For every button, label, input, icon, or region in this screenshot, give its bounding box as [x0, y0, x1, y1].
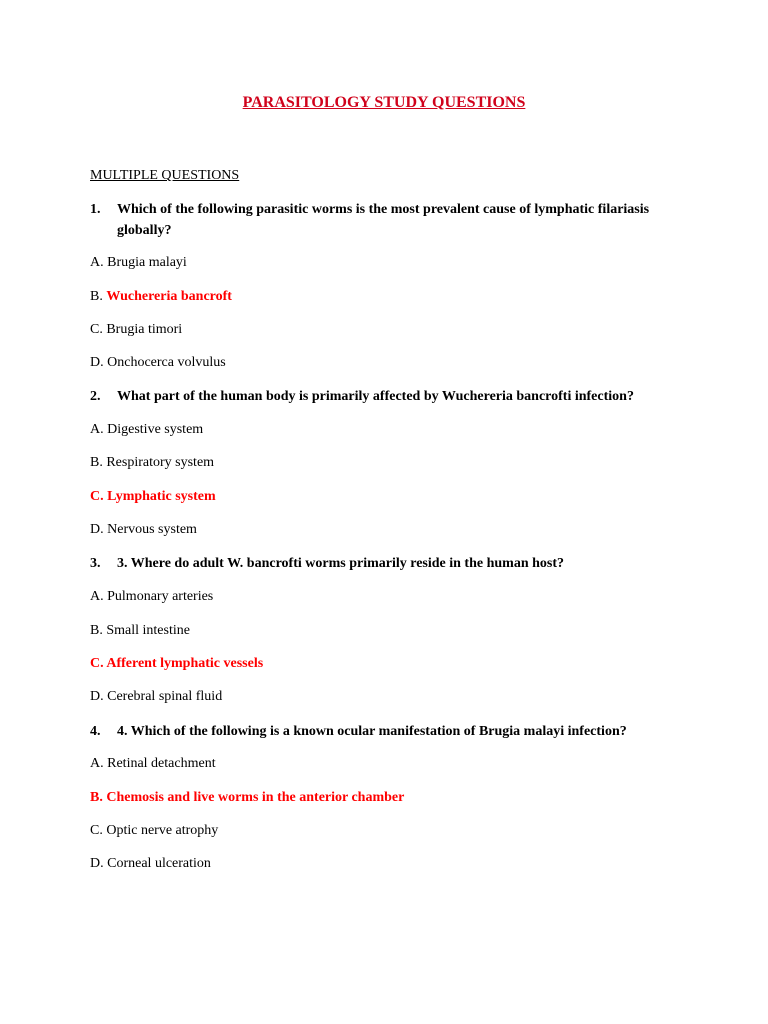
option-4d — [90, 854, 211, 874]
option-letter: A. — [90, 422, 104, 437]
option-text: Pulmonary arteries — [107, 589, 214, 604]
option-4c — [90, 821, 218, 841]
option-text: Small intestine — [106, 623, 190, 638]
question-text: 4. Which of the following is a known ocular manifestation of Brugia malayi infection? — [117, 724, 627, 739]
option-text: Nervous system — [107, 522, 197, 537]
option-text: Respiratory system — [106, 455, 215, 470]
option-2d — [90, 520, 197, 540]
option-1b-correct — [90, 287, 232, 307]
question-number: 3. — [90, 556, 101, 571]
option-letter: D. — [90, 856, 104, 871]
option-1a — [90, 253, 187, 273]
option-letter: D. — [90, 522, 104, 537]
option-3b — [90, 621, 190, 641]
question-number: 4. — [90, 724, 101, 739]
option-text-answer: Lymphatic system — [107, 489, 216, 504]
option-text-answer: Chemosis and live worms in the anterior chamber — [106, 790, 405, 805]
question-text: Which of the following parasitic worms is the most prevalent cause of lymphatic filariasis globally? — [117, 202, 650, 238]
option-letter: C. — [90, 322, 103, 337]
option-2c-correct — [90, 487, 216, 507]
option-text: Retinal detachment — [107, 756, 216, 771]
page-title: PARASITOLOGY STUDY QUESTIONS — [242, 94, 526, 111]
question-number: 2. — [90, 389, 101, 404]
option-1c — [90, 320, 182, 340]
option-letter: B. — [90, 790, 103, 805]
option-letter: D. — [90, 355, 104, 370]
option-text: Corneal ulceration — [107, 856, 211, 871]
option-2a — [90, 420, 203, 440]
option-text-answer: Afferent lymphatic vessels — [106, 656, 264, 671]
option-text: Brugia timori — [106, 322, 183, 337]
option-4a — [90, 754, 216, 774]
option-letter: B. — [90, 455, 103, 470]
question-number: 1. — [90, 202, 101, 217]
option-3c-correct — [90, 654, 263, 674]
option-letter: C. — [90, 823, 103, 838]
option-2b — [90, 453, 214, 473]
option-letter: C. — [90, 489, 104, 504]
option-text: Onchocerca volvulus — [107, 355, 226, 370]
option-letter: B. — [90, 289, 103, 304]
option-1d — [90, 353, 226, 373]
option-letter: B. — [90, 623, 103, 638]
question-text: What part of the human body is primarily affected by Wuchereria bancrofti infection? — [117, 389, 634, 404]
option-text-answer: Wuchereria bancroft — [106, 289, 232, 304]
option-4b-correct — [90, 788, 404, 808]
option-3a — [90, 587, 213, 607]
option-letter: A. — [90, 255, 104, 270]
question-text: 3. Where do adult W. bancrofti worms primarily reside in the human host? — [117, 556, 565, 571]
option-letter: D. — [90, 689, 104, 704]
option-letter: A. — [90, 756, 104, 771]
section-heading: MULTIPLE QUESTIONS — [90, 168, 240, 183]
option-letter: A. — [90, 589, 104, 604]
option-text: Brugia malayi — [107, 255, 187, 270]
option-text: Digestive system — [107, 422, 204, 437]
option-text: Optic nerve atrophy — [106, 823, 219, 838]
option-letter: C. — [90, 656, 104, 671]
option-text: Cerebral spinal fluid — [107, 689, 223, 704]
option-3d — [90, 687, 222, 707]
